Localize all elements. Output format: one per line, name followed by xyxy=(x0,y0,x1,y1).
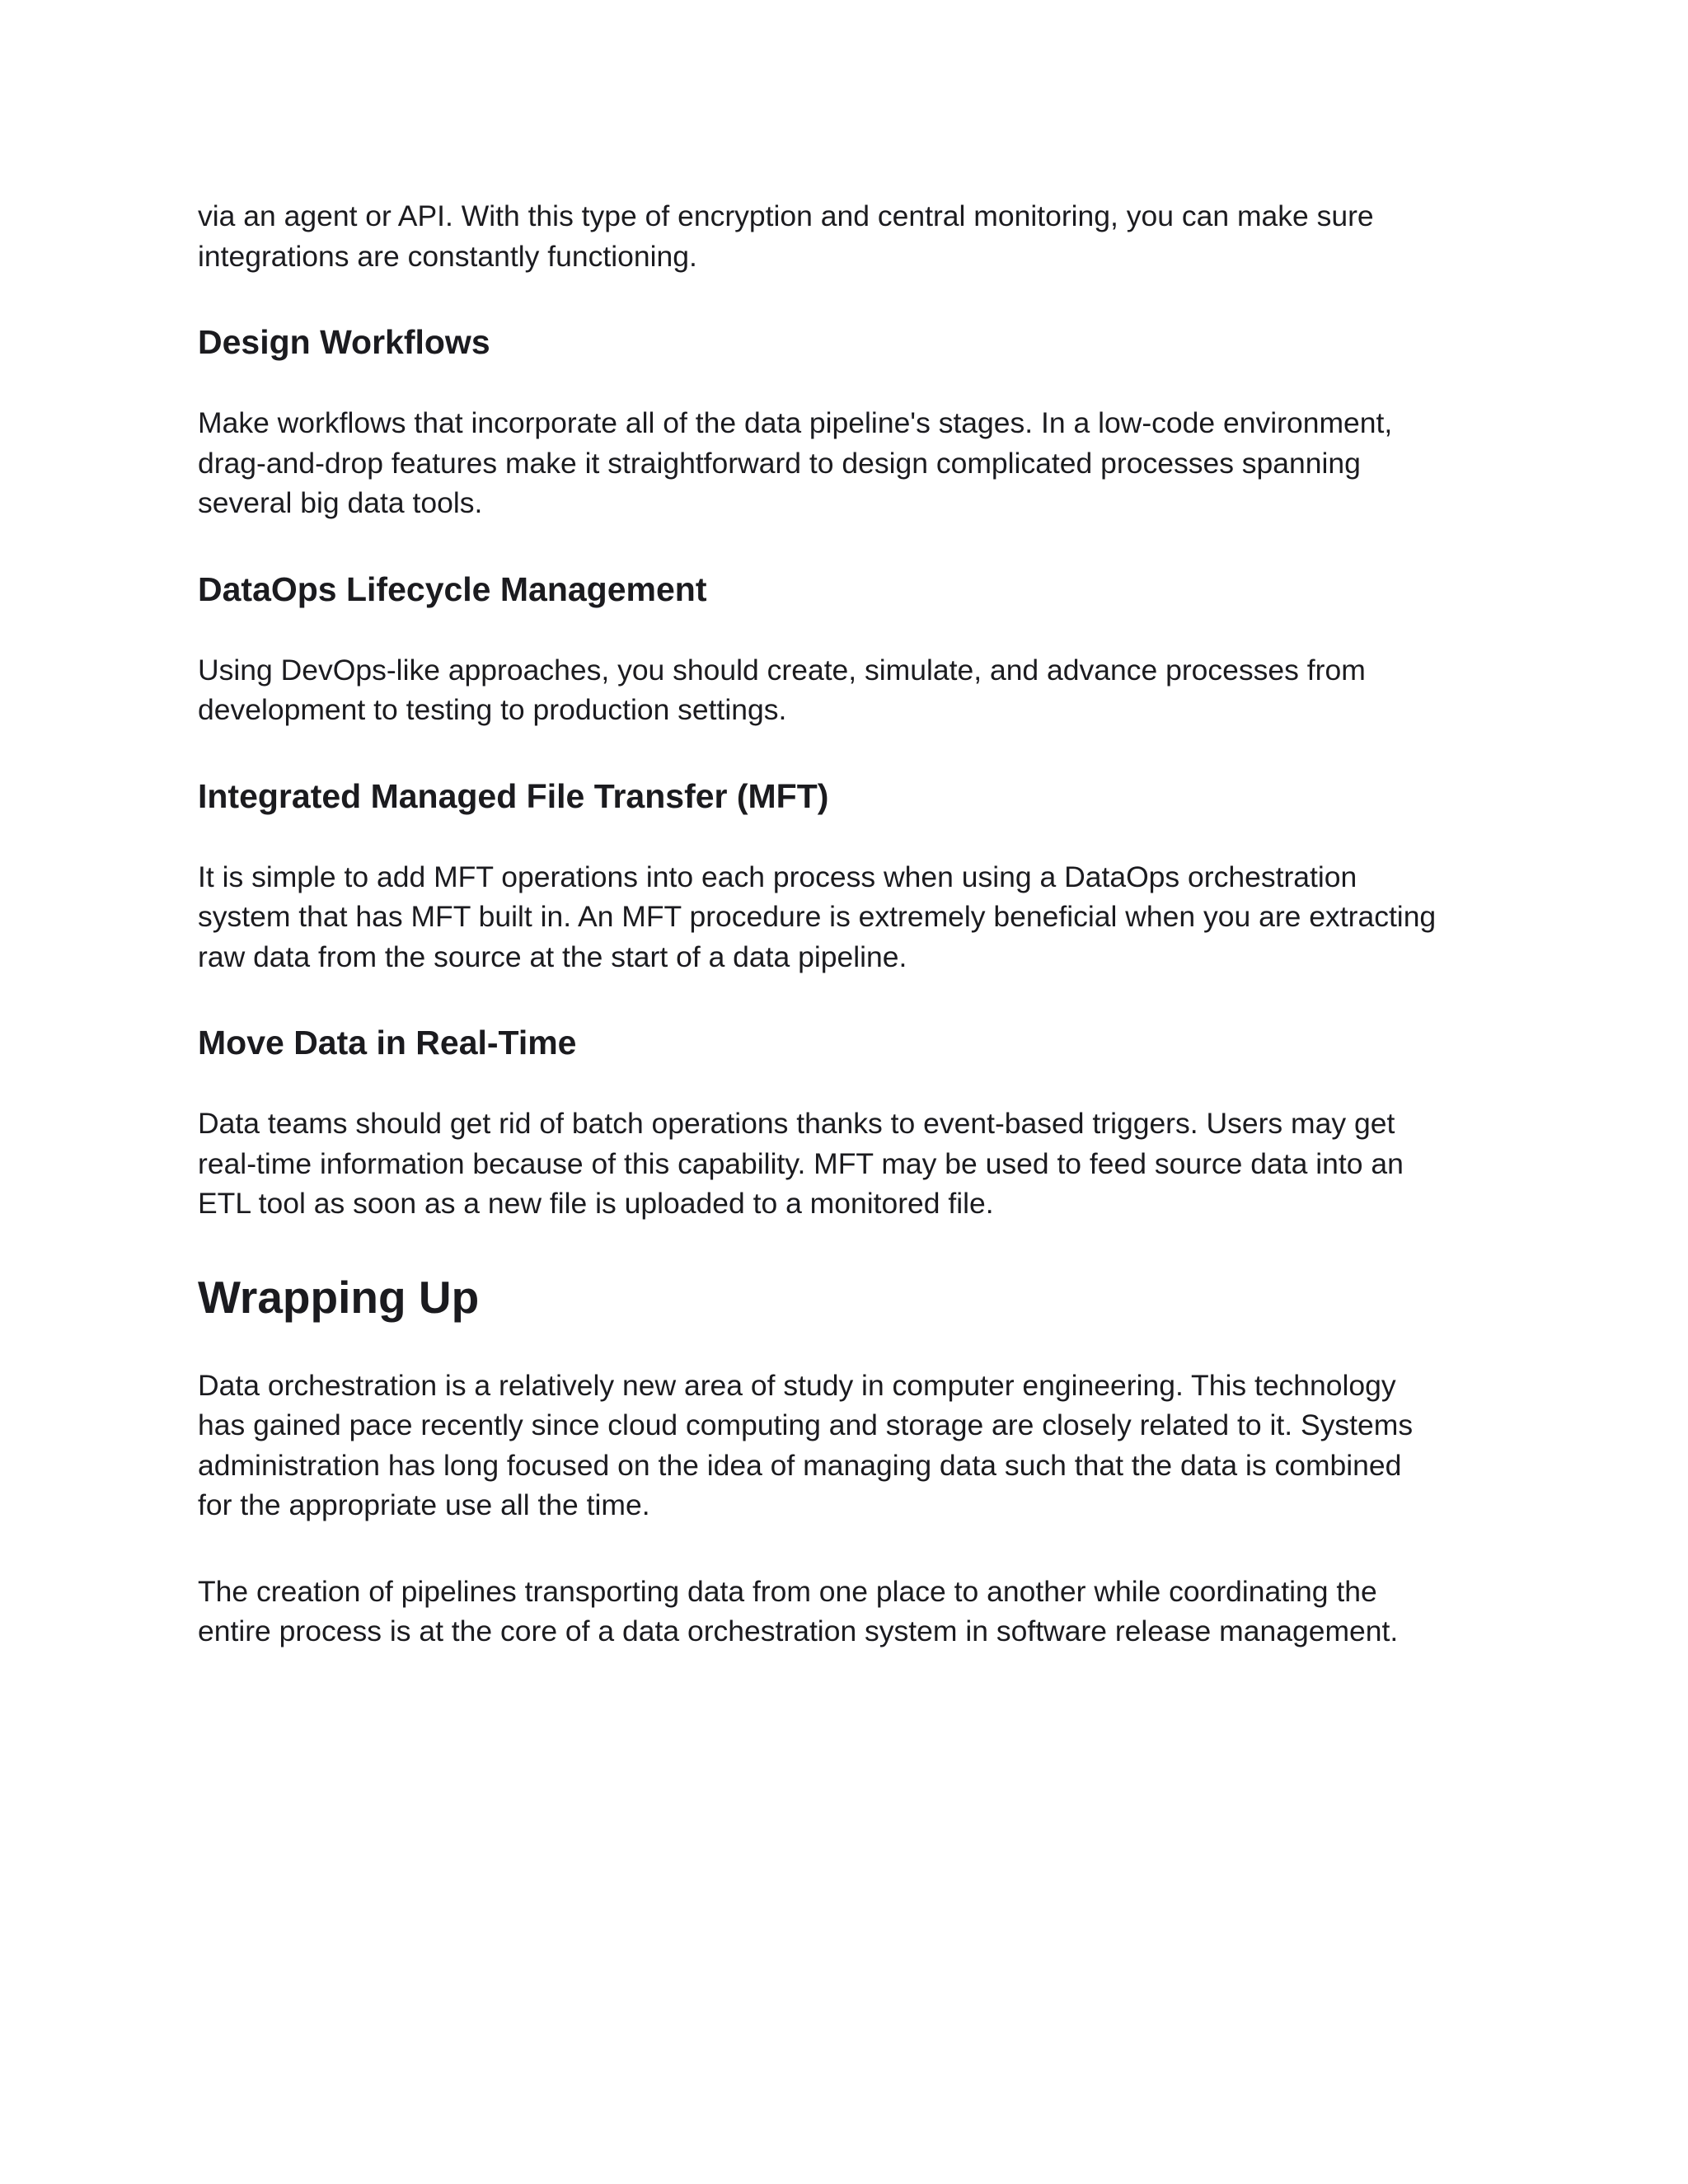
paragraph-line: The creation of pipelines transporting data from one place to another while coordinating the xyxy=(198,1574,1377,1608)
paragraph-line: raw data from the source at the start of a data pipeline. xyxy=(198,940,907,973)
conclusion-heading: Wrapping Up xyxy=(198,1271,480,1323)
intro-paragraph xyxy=(198,196,1500,276)
paragraph-line: development to testing to production settings. xyxy=(198,693,787,726)
section-paragraph-integrated-mft xyxy=(198,857,1500,977)
paragraph-line: Using DevOps-like approaches, you should create, simulate, and advance processes from xyxy=(198,653,1366,687)
document-page xyxy=(198,196,1500,1652)
section-heading-integrated-mft: Integrated Managed File Transfer (MFT) xyxy=(198,776,829,815)
paragraph-line: Data orchestration is a relatively new area of study in computer engineering. This technology xyxy=(198,1368,1396,1402)
section-paragraph-move-data-real-time xyxy=(198,1104,1500,1224)
conclusion-paragraph-1 xyxy=(198,1366,1500,1526)
paragraph-line: administration has long focused on the idea of managing data such that the data is combined xyxy=(198,1448,1402,1482)
paragraph-line: several big data tools. xyxy=(198,486,483,519)
paragraph-line: has gained pace recently since cloud computing and storage are closely related to it. Systems xyxy=(198,1408,1414,1441)
paragraph-line: via an agent or API. With this type of encryption and central monitoring, you can make sure xyxy=(198,199,1374,232)
paragraph-line: for the appropriate use all the time. xyxy=(198,1488,650,1521)
section-heading-design-workflows: Design Workflows xyxy=(198,323,490,361)
paragraph-line: real-time information because of this capability. MFT may be used to feed source data into an xyxy=(198,1146,1404,1180)
paragraph-line: Data teams should get rid of batch operations thanks to event-based triggers. Users may get xyxy=(198,1107,1395,1140)
paragraph-line: ETL tool as soon as a new file is uploaded to a monitored file. xyxy=(198,1187,994,1220)
conclusion-paragraph-2 xyxy=(198,1572,1500,1652)
paragraph-line: Make workflows that incorporate all of the data pipeline's stages. In a low-code environment, xyxy=(198,406,1393,439)
section-paragraph-dataops-lifecycle xyxy=(198,650,1500,730)
section-paragraph-design-workflows xyxy=(198,403,1500,523)
paragraph-line: system that has MFT built in. An MFT procedure is extremely beneficial when you are extracting xyxy=(198,900,1437,933)
paragraph-line: It is simple to add MFT operations into each process when using a DataOps orchestration xyxy=(198,860,1357,893)
section-heading-move-data-real-time: Move Data in Real-Time xyxy=(198,1024,577,1062)
paragraph-line: drag-and-drop features make it straightforward to design complicated processes spanning xyxy=(198,446,1361,480)
paragraph-line: integrations are constantly functioning. xyxy=(198,239,697,273)
section-heading-dataops-lifecycle: DataOps Lifecycle Management xyxy=(198,569,707,608)
paragraph-line: entire process is at the core of a data orchestration system in software release management. xyxy=(198,1615,1399,1647)
